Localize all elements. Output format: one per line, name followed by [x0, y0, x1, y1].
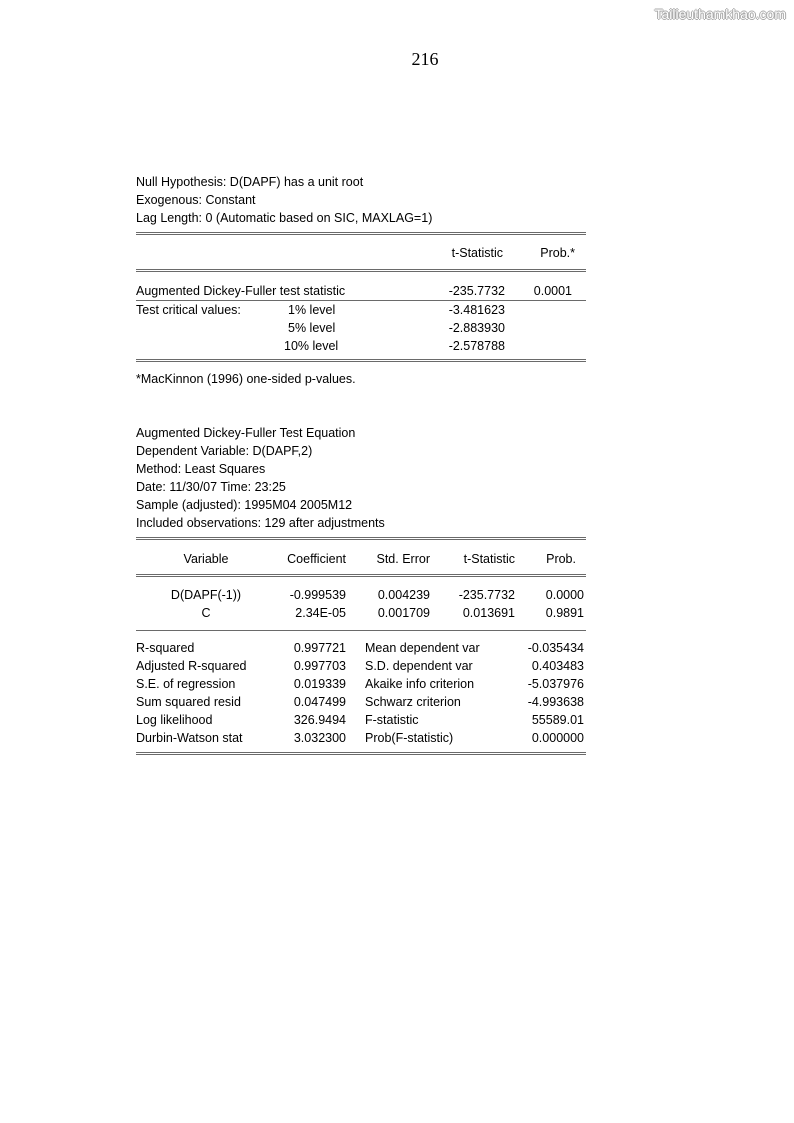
method: Method: Least Squares	[136, 462, 266, 476]
stat-value: 0.019339	[293, 677, 346, 691]
stat-label: R-squared	[136, 641, 195, 655]
equation-header	[136, 424, 586, 532]
stat-value-2: 55589.01	[531, 713, 584, 727]
critical-row-3	[136, 337, 586, 355]
col-t-statistic: t-Statistic	[463, 552, 515, 566]
stats-section	[136, 639, 586, 747]
table-top-rule	[136, 232, 586, 235]
stats-row	[136, 711, 586, 729]
prob-value: 0.0000	[545, 588, 584, 602]
stat-label-2: S.D. dependent var	[365, 659, 473, 673]
stat-value: 0.047499	[293, 695, 346, 709]
adf-prob: 0.0001	[533, 284, 572, 298]
critical-level: 5% level	[288, 321, 336, 335]
col-t-statistic: t-Statistic	[451, 246, 503, 260]
stat-value: 0.997721	[293, 641, 346, 655]
adf-row	[136, 282, 586, 300]
stat-label: Durbin-Watson stat	[136, 731, 243, 745]
critical-label: Test critical values:	[136, 303, 241, 317]
stat-value-2: 0.403483	[531, 659, 584, 673]
equation-title: Augmented Dickey-Fuller Test Equation	[136, 426, 356, 440]
dependent-variable: Dependent Variable: D(DAPF,2)	[136, 444, 313, 458]
critical-value: -3.481623	[448, 303, 505, 317]
unit-root-table	[136, 232, 586, 388]
adf-label: Augmented Dickey-Fuller test statistic	[136, 284, 346, 298]
table-row	[136, 604, 586, 622]
t-statistic-value: -235.7732	[458, 588, 515, 602]
exogenous: Exogenous: Constant	[136, 193, 256, 207]
stat-label-2: F-statistic	[365, 713, 419, 727]
stat-value: 0.997703	[293, 659, 346, 673]
table-bottom-rule	[136, 359, 586, 362]
stat-label-2: Prob(F-statistic)	[365, 731, 454, 745]
lag-length: Lag Length: 0 (Automatic based on SIC, MAXLAG=1)	[136, 211, 433, 225]
stat-label-2: Schwarz criterion	[365, 695, 461, 709]
stat-label: S.E. of regression	[136, 677, 236, 691]
page-number: 216	[411, 49, 439, 69]
col-variable: Variable	[183, 552, 229, 566]
variable-name: D(DAPF(-1))	[170, 588, 242, 602]
stat-label: Sum squared resid	[136, 695, 241, 709]
date-time: Date: 11/30/07 Time: 23:25	[136, 480, 286, 494]
stat-value: 3.032300	[293, 731, 346, 745]
equation-table	[136, 537, 586, 755]
watermark: Tailieuthamkhao.com	[654, 6, 786, 22]
stat-value: 326.9494	[293, 713, 346, 727]
std-error-value: 0.004239	[377, 588, 430, 602]
variable-name: C	[201, 606, 211, 620]
adf-t-stat: -235.7732	[448, 284, 505, 298]
coef-rule	[136, 630, 586, 631]
prob-value: 0.9891	[545, 606, 584, 620]
t-statistic-value: 0.013691	[462, 606, 515, 620]
observations: Included observations: 129 after adjustments	[136, 516, 385, 530]
null-hypothesis: Null Hypothesis: D(DAPF) has a unit root	[136, 175, 364, 189]
critical-value: -2.883930	[448, 321, 505, 335]
stat-label-2: Akaike info criterion	[365, 677, 475, 691]
stat-value-2: -5.037976	[527, 677, 584, 691]
table-header-row	[136, 550, 586, 568]
stats-row	[136, 639, 586, 657]
std-error-value: 0.001709	[377, 606, 430, 620]
stat-label: Adjusted R-squared	[136, 659, 247, 673]
stat-label-2: Mean dependent var	[365, 641, 480, 655]
table-top-rule	[136, 537, 586, 540]
table-bottom-rule	[136, 752, 586, 755]
col-std-error: Std. Error	[376, 552, 430, 566]
stats-row	[136, 675, 586, 693]
col-prob: Prob.*	[540, 246, 575, 260]
critical-value: -2.578788	[448, 339, 505, 353]
coefficient-value: -0.999539	[289, 588, 346, 602]
header-rule	[136, 574, 586, 577]
critical-level: 10% level	[284, 339, 339, 353]
unit-root-header	[136, 173, 586, 227]
coefficient-value: 2.34E-05	[295, 606, 346, 620]
stat-value-2: -0.035434	[527, 641, 584, 655]
footnote: *MacKinnon (1996) one-sided p-values.	[136, 372, 356, 386]
stats-row	[136, 657, 586, 675]
stats-row	[136, 693, 586, 711]
stat-label: Log likelihood	[136, 713, 213, 727]
critical-row-2	[136, 319, 586, 337]
stats-row	[136, 729, 586, 747]
col-coefficient: Coefficient	[287, 552, 346, 566]
col-prob: Prob.	[546, 552, 576, 566]
sample: Sample (adjusted): 1995M04 2005M12	[136, 498, 353, 512]
stat-value-2: 0.000000	[531, 731, 584, 745]
table-header-row	[136, 244, 586, 262]
critical-level: 1% level	[288, 303, 336, 317]
critical-row-1	[136, 301, 586, 319]
header-rule	[136, 269, 586, 272]
stat-value-2: -4.993638	[527, 695, 584, 709]
table-row	[136, 586, 586, 604]
